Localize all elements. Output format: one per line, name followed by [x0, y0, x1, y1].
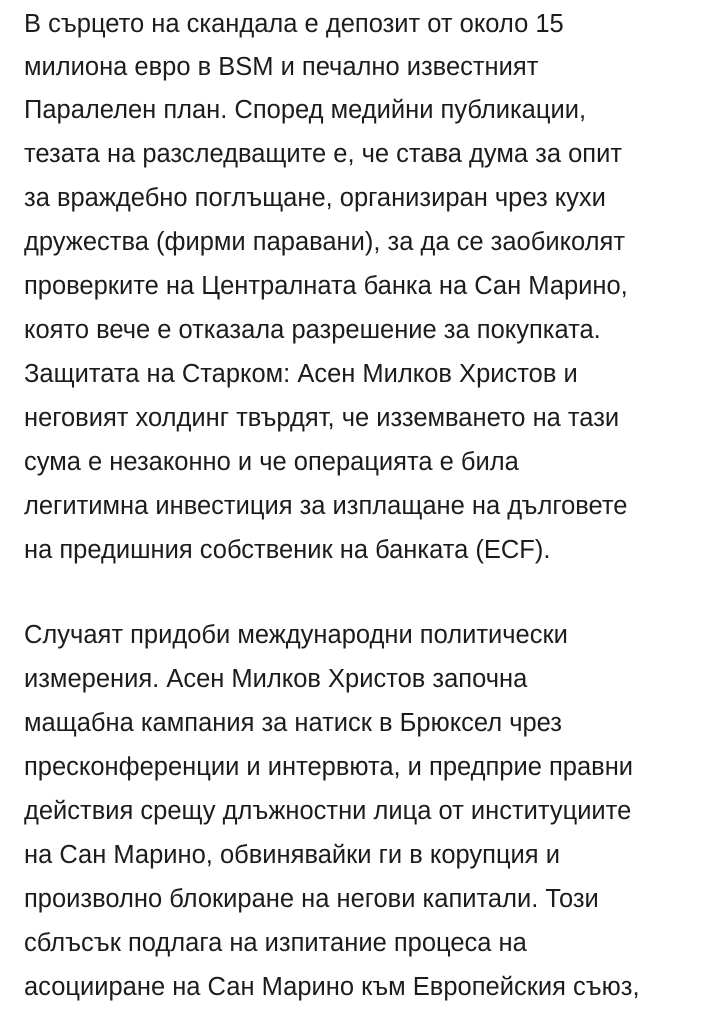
paragraph-1-line-5: за враждебно поглъщане, организиран чрез кухи [24, 184, 606, 212]
paragraph-2-line-9: асоцииране на Сан Марино към Европейския съюз, [24, 973, 640, 1001]
paragraph-2-line-5: действия срещу длъжностни лица от институциите [24, 797, 632, 825]
paragraph-1-line-7: проверките на Централната банка на Сан Марино, [24, 272, 628, 300]
paragraph-2-line-2: измерения. Асен Милков Христов започна [24, 665, 528, 693]
paragraph-1-line-11: сума е незаконно и че операцията е била [24, 448, 519, 476]
paragraph-2-line-4: пресконференции и интервюта, и предприе правни [24, 753, 634, 781]
paragraph-1-line-9: Защитата на Старком: Асен Милков Христов и [24, 360, 578, 388]
paragraph-2-line-3: мащабна кампания за натиск в Брюксел чрез [24, 709, 562, 737]
paragraph-1-line-3: Паралелен план. Според медийни публикации, [24, 96, 587, 124]
paragraph-1-line-4: тезата на разследващите е, че става дума за опит [24, 140, 623, 168]
paragraph-1-line-12: легитимна инвестиция за изплащане на дълговете [24, 492, 628, 520]
paragraph-1-line-13: на предишния собственик на банката (ECF). [24, 536, 551, 564]
paragraph-1-line-2: милиона евро в BSM и печално известният [24, 53, 539, 81]
paragraph-1-line-10: неговият холдинг твърдят, че изземването на тази [24, 404, 620, 432]
paragraph-2-line-7: произволно блокиране на негови капитали. Този [24, 885, 599, 913]
paragraph-1-line-1: В сърцето на скандала е депозит от около 15 [24, 10, 564, 38]
paragraph-2-line-6: на Сан Марино, обвинявайки ги в корупция и [24, 841, 560, 869]
paragraph-1-line-6: дружества (фирми паравани), за да се заобиколят [24, 228, 626, 256]
paragraph-2-line-1: Случаят придоби международни политически [24, 621, 568, 649]
paragraph-1-line-8: която вече е отказала разрешение за покупката. [24, 316, 601, 344]
paragraph-2-line-8: сблъсък подлага на изпитание процеса на [24, 929, 527, 957]
